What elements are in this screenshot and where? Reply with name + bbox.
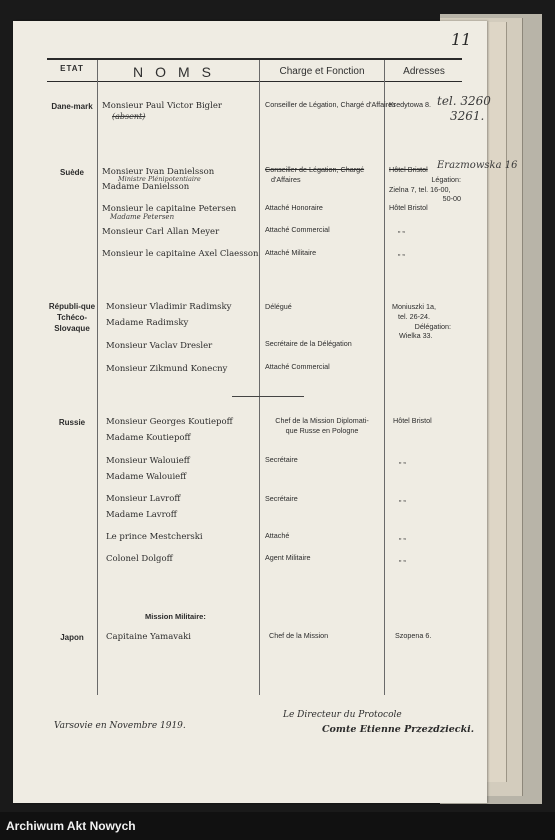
address-dolgoff-ditto: „ „ <box>399 554 406 563</box>
name-madame-koutiepoff: Madame Koutiepoff <box>106 433 191 443</box>
address-legation-label: Légation: <box>431 175 461 184</box>
section-divider <box>232 396 304 397</box>
function-bigler: Conseiller de Légation, Chargé d'Affaires <box>265 100 396 109</box>
country-suede: Suède <box>59 168 84 177</box>
name-madame-walouieff: Madame Walouieff <box>106 472 187 482</box>
address-lavroff-ditto: „ „ <box>399 494 406 503</box>
country-danemark: Dane-mark <box>51 102 93 111</box>
table-header-rule <box>47 81 462 82</box>
document-page <box>13 21 487 803</box>
place-date: Varsovie en Novembre 1919. <box>54 721 186 731</box>
address-legation-phone: 50-00 <box>442 194 461 203</box>
name-claesson: Monsieur le capitaine Axel Claesson <box>102 249 259 259</box>
name-bigler: Monsieur Paul Victor Bigler <box>102 101 222 111</box>
handwritten-madame-petersen: Madame Petersen <box>110 213 175 221</box>
name-radimsky: Monsieur Vladimir Radimsky <box>106 302 232 312</box>
handwritten-phone-2: 3261. <box>450 109 485 123</box>
address-radimsky-phone: tel. 26-24. <box>398 312 430 321</box>
address-mestcherski-ditto: „ „ <box>399 532 406 541</box>
function-yamavaki: Chef de la Mission <box>269 631 329 640</box>
handwritten-title-danielsson: Ministre Plénipotentiaire <box>118 175 201 183</box>
address-bigler: Kredytowa 8. <box>389 100 431 109</box>
name-danielsson: Monsieur Ivan Danielsson <box>102 167 215 177</box>
name-walouieff: Monsieur Walouieff <box>106 456 190 466</box>
mission-militaire-heading: Mission Militaire: <box>145 612 206 621</box>
header-etat: ETAT <box>60 64 84 73</box>
name-lavroff: Monsieur Lavroff <box>106 494 181 504</box>
function-koutiepoff-1: Chef de la Mission Diplomati- <box>275 416 369 425</box>
function-dolgoff: Agent Militaire <box>265 553 311 562</box>
function-radimsky: Délégué <box>265 302 292 311</box>
address-petersen: Hôtel Bristol <box>389 203 428 212</box>
address-meyer-ditto: „ „ <box>398 225 405 234</box>
function-lavroff: Secrétaire <box>265 494 298 503</box>
handwritten-phone-1: tel. 3260 <box>437 94 491 108</box>
column-divider-charge <box>384 60 385 695</box>
page-number: 11 <box>451 30 472 49</box>
function-danielsson-1: Conseiller de Légation, Chargé <box>265 165 365 174</box>
name-madame-lavroff: Madame Lavroff <box>106 510 177 520</box>
address-claesson-ditto: „ „ <box>398 248 405 257</box>
function-meyer: Attaché Commercial <box>265 225 330 234</box>
column-divider-noms <box>259 60 260 695</box>
name-koutiepoff: Monsieur Georges Koutiepoff <box>106 417 233 427</box>
country-tcheco-slovaque: Républi-que Tchéco-Slovaque <box>48 302 96 333</box>
address-delegation-street: Wielka 33. <box>399 331 433 340</box>
function-mestcherski: Attaché <box>265 531 290 540</box>
name-yamavaki: Capitaine Yamavaki <box>106 632 192 642</box>
country-russie: Russie <box>58 418 86 427</box>
name-madame-danielsson: Madame Danielsson <box>102 182 190 192</box>
name-meyer: Monsieur Carl Allan Meyer <box>102 227 220 237</box>
country-japon: Japon <box>60 633 84 642</box>
archive-label: Archiwum Akt Nowych <box>6 819 136 833</box>
function-koutiepoff-2: que Russe en Pologne <box>285 426 359 435</box>
address-walouieff-ditto: „ „ <box>399 456 406 465</box>
name-madame-radimsky: Madame Radimsky <box>106 318 189 328</box>
function-dresler: Secrétaire de la Délégation <box>265 339 352 348</box>
function-danielsson-2: d'Affaires <box>271 175 301 184</box>
address-radimsky-street: Moniuszki 1a, <box>392 302 436 311</box>
function-petersen: Attaché Honoraire <box>265 203 323 212</box>
function-konecny: Attaché Commercial <box>265 362 330 371</box>
function-claesson: Attaché Militaire <box>265 248 317 257</box>
note-absent: (absent) <box>112 112 146 121</box>
function-walouieff: Secrétaire <box>265 455 298 464</box>
address-delegation-label: Délégation: <box>414 322 451 331</box>
header-noms: NOMS <box>133 64 223 80</box>
table-top-rule <box>47 58 462 60</box>
signatory-name: Comte Etienne Przezdziecki. <box>322 724 475 735</box>
name-konecny: Monsieur Zikmund Konecny <box>106 364 228 374</box>
address-danielsson-hotel: Hôtel Bristol <box>389 165 428 174</box>
address-legation-street: Zielna 7, tel. 16-00, <box>389 185 451 194</box>
archive-bar <box>0 812 555 840</box>
signatory-role: Le Directeur du Protocole <box>283 710 402 720</box>
header-charge: Charge et Fonction <box>279 66 365 77</box>
name-petersen: Monsieur le capitaine Petersen <box>102 204 237 214</box>
name-dresler: Monsieur Vaclav Dresler <box>106 341 213 351</box>
header-adresses: Adresses <box>403 66 445 77</box>
address-yamavaki: Szopena 6. <box>395 631 432 640</box>
column-divider-etat <box>97 60 98 695</box>
handwritten-address-danielsson: Erazmowska 16 <box>437 160 518 171</box>
name-dolgoff: Colonel Dolgoff <box>106 554 173 564</box>
address-koutiepoff: Hôtel Bristol <box>393 416 432 425</box>
name-mestcherski: Le prince Mestcherski <box>106 532 203 542</box>
